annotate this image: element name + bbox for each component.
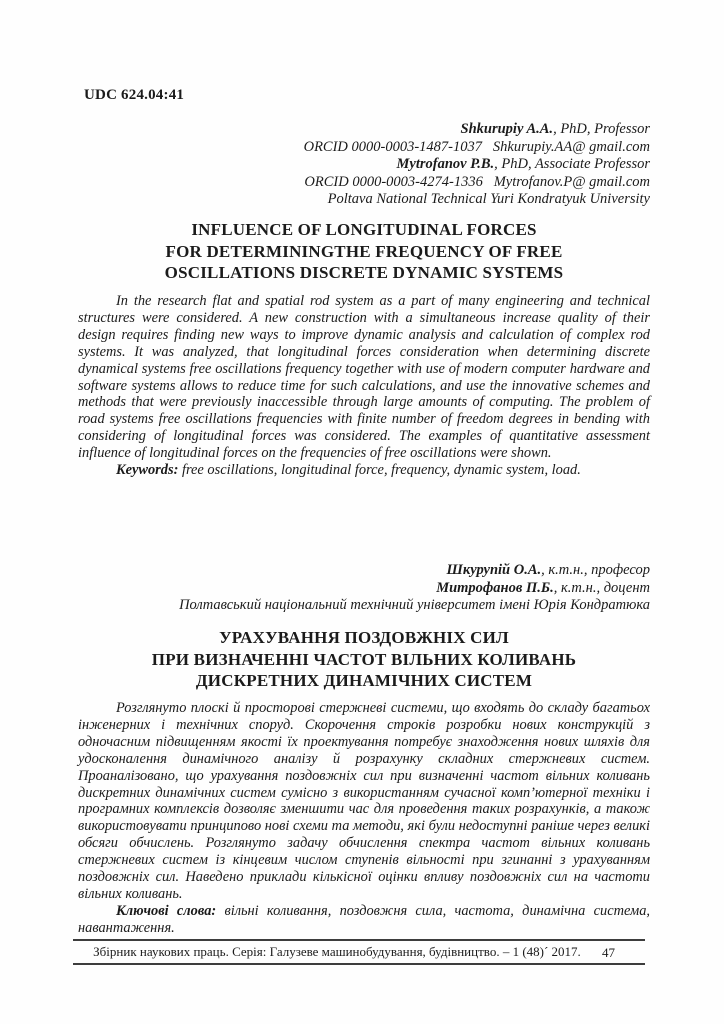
author-line: [78, 156, 650, 174]
keywords-label-en: Keywords:: [116, 462, 179, 479]
page-number: 47: [602, 945, 615, 960]
author-degree: , к.т.н., доцент: [553, 579, 650, 596]
journal-citation: Збірник наукових праць. Серія: Галузеве машинобудування, будівництво. – 1 (48)´ 2017.: [93, 944, 581, 959]
title-line: ПРИ ВИЗНАЧЕННІ ЧАСТОТ ВІЛЬНИХ КОЛИВАНЬ: [151, 649, 577, 669]
keywords-text-en: free oscillations, longitudinal force, frequency, dynamic system, load.: [178, 462, 581, 479]
author-name: Shkurupiy A.A.: [460, 121, 554, 137]
author-name: Шкурупій О.А.: [446, 562, 542, 578]
affiliation: Poltava National Technical Yuri Kondratyuk University: [327, 191, 650, 208]
title-line: OSCILLATIONS DISCRETE DYNAMIC SYSTEMS: [164, 263, 564, 282]
title-line: УРАХУВАННЯ ПОЗДОВЖНІХ СИЛ: [219, 628, 509, 647]
title-line: INFLUENCE OF LONGITUDINAL FORCES: [191, 220, 537, 239]
journal-footer: [73, 939, 645, 965]
keywords-en: [78, 462, 650, 479]
affiliation: Полтавський національний технічний університет імені Юрія Кондратюка: [179, 597, 650, 614]
paper-title-ua: [78, 627, 650, 692]
keywords-label-ua: Ключові слова:: [116, 902, 217, 919]
author-degree: , к.т.н., професор: [541, 562, 650, 578]
authors-block-ua: [78, 562, 650, 615]
author-degree: , PhD, Associate Professor: [494, 156, 650, 173]
abstract-en: [78, 293, 650, 479]
keywords-ua: [78, 903, 650, 937]
author-degree: , PhD, Professor: [553, 121, 650, 137]
udc-code: UDC 624.04:41: [84, 87, 185, 103]
author-line: [78, 121, 650, 139]
author-orcid-email: ORCID 0000-0003-1487-1037 Shkurupiy.AA@ gmail.com: [303, 138, 650, 155]
author-line: [78, 580, 650, 598]
abstract-text-en: In the research flat and spatial rod system as a part of many engineering and technical structures were considered. A new construction with a simultaneous increase quality of their design requires finding new ways to improve dynamic analysis and calculation of complex rod systems. It was analyzed, that longitudinal forces consideration when determining discrete dynamical systems free oscillations frequency together with use of modern computer hardware and software systems allows to reduce time for such calculations, and use the innovative schemes and methods that were previously inaccessible through large amounts of computing. The problem of road systems free oscillations frequencies with finite number of freedom degrees in bending with considering of longitudinal forces was considered. The examples of quantitative assessment influence of longitudinal forces on the frequencies of free oscillations were shown.: [78, 293, 650, 462]
author-name: Митрофанов П.Б.: [436, 579, 554, 596]
abstract-ua: [78, 700, 650, 937]
abstract-text-ua: Розглянуто плоскі й просторові стержневі системи, що входять до складу багатьох інженерних і технічних споруд. Скорочення строків розробки нових конструкцій з одночасним підвищенням якості їх проектування потребує знаходження нових шляхів для удосконалення динамічного аналізу й розрахунку складних стержневих систем. Проаналізовано, що урахування поздовжніх сил при визначенні частот вільних коливань дискретних динамічних систем сумісно з використанням сучасної комп’ютерної техніки і програмних комплексів дозволяє зменшити час для проведення таких розрахунків, а також використовувати принципово нові схеми та методи, які були недоступні раніше через великі обсяги обчислень. Розглянуто задачу обчислення спектра частот вільних коливань стержневих систем із кінцевим числом ступенів вільності при згинанні з урахуванням поздовжніх сил. Наведено приклади кількісної оцінки впливу поздовжніх сил на частоти вільних коливань.: [78, 700, 650, 902]
paper-title-en: [78, 219, 650, 284]
author-orcid-email: ORCID 0000-0003-4274-1336 Mytrofanov.P@ gmail.com: [304, 173, 650, 190]
title-line: ДИСКРЕТНИХ ДИНАМІЧНИХ СИСТЕМ: [195, 671, 533, 690]
author-line: [78, 562, 650, 580]
keywords-text-ua: вільні коливання, поздовжня сила, частота, динамічна система, навантаження.: [78, 902, 650, 936]
title-line: FOR DETERMININGTHE FREQUENCY OF FREE: [165, 241, 563, 261]
authors-block-en: [78, 121, 650, 209]
author-name: Mytrofanov P.B.: [396, 156, 495, 173]
